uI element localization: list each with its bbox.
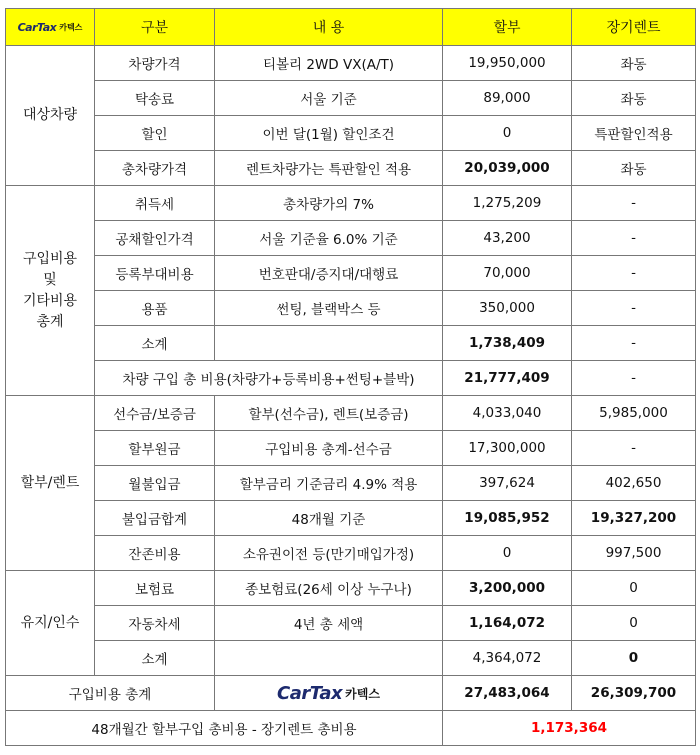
row-desc: 4년 총 세액 — [215, 606, 443, 641]
header-category: 구분 — [95, 9, 215, 46]
row-desc: 이번 달(1월) 할인조건 — [215, 116, 443, 151]
row-item: 취득세 — [95, 186, 215, 221]
row-rent: 좌동 — [572, 81, 696, 116]
row-item: 차량가격 — [95, 46, 215, 81]
row-installment: 397,624 — [443, 466, 572, 501]
row-rent: - — [572, 186, 696, 221]
group-purchase-costs: 구입비용 및 기타비용 총계 — [6, 186, 95, 396]
row-desc: 할부금리 기준금리 4.9% 적용 — [215, 466, 443, 501]
table-row — [6, 606, 696, 641]
row-installment: 4,033,040 — [443, 396, 572, 431]
table-row — [6, 256, 696, 291]
row-installment: 3,200,000 — [443, 571, 572, 606]
row-desc — [215, 641, 443, 676]
row-desc: 구입비용 총계-선수금 — [215, 431, 443, 466]
row-rent: - — [572, 291, 696, 326]
row-item: 총차량가격 — [95, 151, 215, 186]
cartax-logo: CarTax 카텍스 — [17, 21, 83, 34]
total-logo-cell — [215, 676, 443, 711]
total-rent: 26,309,700 — [572, 676, 696, 711]
row-desc: 서울 기준율 6.0% 기준 — [215, 221, 443, 256]
total-label: 구입비용 총계 — [6, 676, 215, 711]
table-row — [6, 81, 696, 116]
row-rent: 0 — [572, 606, 696, 641]
row-item: 할부원금 — [95, 431, 215, 466]
row-desc — [215, 326, 443, 361]
row-installment: 20,039,000 — [443, 151, 572, 186]
total-installment: 27,483,064 — [443, 676, 572, 711]
row-installment: 89,000 — [443, 81, 572, 116]
total-row — [6, 676, 696, 711]
row-rent: 5,985,000 — [572, 396, 696, 431]
table-row — [6, 326, 696, 361]
row-item: 탁송료 — [95, 81, 215, 116]
table-row — [6, 186, 696, 221]
row-item: 소계 — [95, 641, 215, 676]
difference-label: 48개월간 할부구입 총비용 - 장기렌트 총비용 — [6, 711, 443, 746]
table-row — [6, 151, 696, 186]
difference-row — [6, 711, 696, 746]
row-desc: 썬팅, 블랙박스 등 — [215, 291, 443, 326]
table-row — [6, 116, 696, 151]
group-installment-rent: 할부/렌트 — [6, 396, 95, 571]
difference-value: 1,173,364 — [443, 711, 696, 746]
row-item: 보험료 — [95, 571, 215, 606]
table-row — [6, 536, 696, 571]
row-item: 소계 — [95, 326, 215, 361]
row-item: 잔존비용 — [95, 536, 215, 571]
header-content: 내 용 — [215, 9, 443, 46]
row-rent: 0 — [572, 571, 696, 606]
row-installment: 1,164,072 — [443, 606, 572, 641]
row-installment: 43,200 — [443, 221, 572, 256]
row-item: 월불입금 — [95, 466, 215, 501]
row-desc: 총차량가의 7% — [215, 186, 443, 221]
row-item: 공채할인가격 — [95, 221, 215, 256]
table-row — [6, 466, 696, 501]
row-item: 선수금/보증금 — [95, 396, 215, 431]
row-item: 차량 구입 총 비용(차량가+등록비용+썬팅+블박) — [95, 361, 443, 396]
row-installment: 1,738,409 — [443, 326, 572, 361]
row-rent: 특판할인적용 — [572, 116, 696, 151]
row-installment: 4,364,072 — [443, 641, 572, 676]
row-rent: - — [572, 256, 696, 291]
row-item: 용품 — [95, 291, 215, 326]
table-row — [6, 571, 696, 606]
row-installment: 17,300,000 — [443, 431, 572, 466]
row-rent: - — [572, 326, 696, 361]
group-vehicle: 대상차량 — [6, 46, 95, 186]
row-rent: 0 — [572, 641, 696, 676]
row-rent: - — [572, 221, 696, 256]
row-installment: 350,000 — [443, 291, 572, 326]
row-item: 자동차세 — [95, 606, 215, 641]
row-item: 불입금합계 — [95, 501, 215, 536]
table-row — [6, 221, 696, 256]
row-desc: 렌트차량가는 특판할인 적용 — [215, 151, 443, 186]
row-rent: 좌동 — [572, 46, 696, 81]
table-row — [6, 431, 696, 466]
row-desc: 48개월 기준 — [215, 501, 443, 536]
table-row — [6, 361, 696, 396]
comparison-table — [5, 8, 696, 746]
row-item: 등록부대비용 — [95, 256, 215, 291]
header-installment: 할부 — [443, 9, 572, 46]
row-desc: 서울 기준 — [215, 81, 443, 116]
row-rent: 997,500 — [572, 536, 696, 571]
row-item: 할인 — [95, 116, 215, 151]
row-rent: 19,327,200 — [572, 501, 696, 536]
table-row — [6, 291, 696, 326]
table-row — [6, 46, 696, 81]
table-row — [6, 501, 696, 536]
row-installment: 19,085,952 — [443, 501, 572, 536]
row-rent: - — [572, 431, 696, 466]
row-desc: 번호판대/증지대/대행료 — [215, 256, 443, 291]
header-long-term-rent: 장기렌트 — [572, 9, 696, 46]
row-rent: 좌동 — [572, 151, 696, 186]
row-desc: 티볼리 2WD VX(A/T) — [215, 46, 443, 81]
row-desc: 소유권이전 등(만기매입가정) — [215, 536, 443, 571]
table-row — [6, 641, 696, 676]
row-installment: 70,000 — [443, 256, 572, 291]
header-row — [6, 9, 696, 46]
row-rent: - — [572, 361, 696, 396]
cartax-logo: CarTax 카텍스 — [277, 682, 380, 704]
logo-cell — [6, 9, 95, 46]
row-installment: 0 — [443, 116, 572, 151]
row-installment: 21,777,409 — [443, 361, 572, 396]
row-installment: 19,950,000 — [443, 46, 572, 81]
group-maintenance: 유지/인수 — [6, 571, 95, 676]
row-desc: 종보험료(26세 이상 누구나) — [215, 571, 443, 606]
row-installment: 1,275,209 — [443, 186, 572, 221]
table-row — [6, 396, 696, 431]
row-desc: 할부(선수금), 렌트(보증금) — [215, 396, 443, 431]
row-rent: 402,650 — [572, 466, 696, 501]
row-installment: 0 — [443, 536, 572, 571]
